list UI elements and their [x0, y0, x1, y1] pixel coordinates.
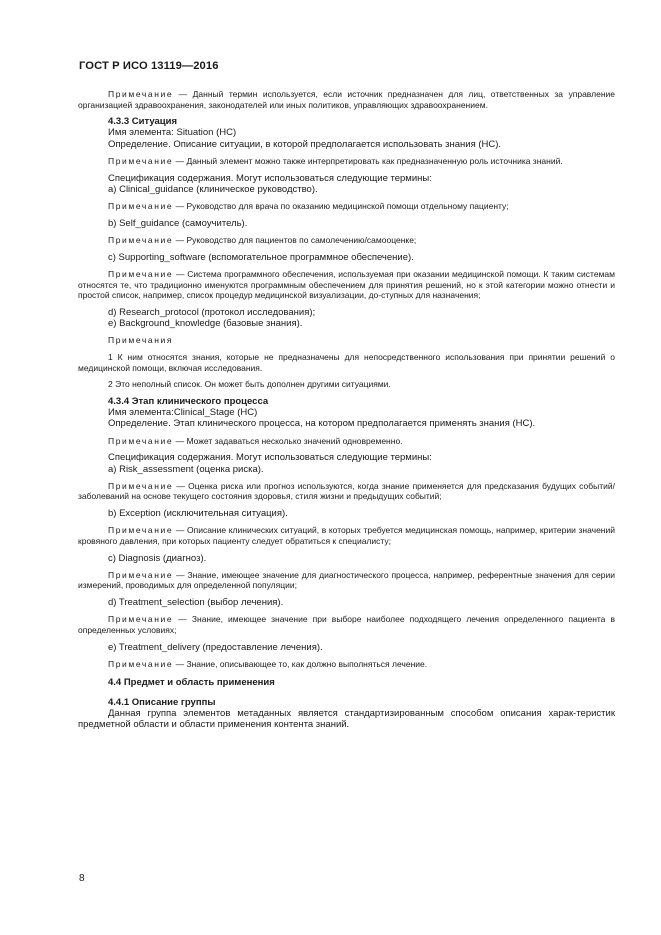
list-item: c) Supporting_software (вспомогательное программное обеспечение). — [108, 251, 414, 263]
list-item: e) Background_knowledge (базовые знания). — [108, 318, 303, 330]
note-label: Примечание — [108, 201, 174, 212]
element-name: Имя элемента: Situation (HC) — [108, 127, 237, 139]
content-specification: Спецификация содержания. Могут использоваться следующие термины: — [108, 452, 432, 464]
section-title: 4.3.4 Этап клинического процесса — [108, 395, 269, 407]
note-paragraph: Примечание — Может задаваться несколько значений одновременно. — [108, 435, 403, 446]
note-label: Примечание — [108, 614, 174, 625]
notes-heading: Примечания — [108, 335, 174, 346]
note-label: Примечание — [108, 435, 174, 446]
list-item: а) Clinical_guidance (клиническое руководство). — [108, 183, 318, 195]
note-label: Примечание — [108, 235, 174, 246]
note-paragraph: Примечание — Данный элемент можно также интерпретировать как предназначенную роль источника знаний. — [108, 156, 563, 167]
document-header: ГОСТ Р ИСО 13119—2016 — [79, 60, 219, 72]
note-label: Примечание — [108, 658, 174, 669]
numbered-note: 2 Это неполный список. Он может быть дополнен другими ситуациями. — [108, 379, 391, 390]
section-title: 4.4.1 Описание группы — [108, 696, 216, 708]
list-item: b) Exception (исключительная ситуация). — [108, 508, 288, 520]
list-item: b) Self_guidance (самоучитель). — [108, 217, 248, 229]
content-specification: Спецификация содержания. Могут использоваться следующие термины: — [108, 172, 432, 184]
note-label: Примечание — [108, 156, 174, 167]
list-item: a) Risk_assessment (оценка риска). — [108, 463, 264, 475]
note-label: Примечание — [108, 89, 174, 99]
note-label: Примечание — [108, 480, 174, 491]
page-number: 8 — [79, 873, 85, 884]
note-label: Примечание — [108, 269, 174, 280]
note-paragraph: Примечание — Система программного обеспечения, используемая при оказании медицинской помощи. К таким системам относятся те, что традиционно именуются программным обеспечением для принятия решений, но к этой категории можно отнести и простой список, например, список процедур медицинской визуализации, до-ступных для назначения; — [78, 269, 615, 301]
note-paragraph: Примечание — Руководство для врача по оказанию медицинской помощи отдельному пациенту; — [108, 201, 509, 212]
note-paragraph: Примечание — Данный термин используется, если источник предназначен для лиц, ответственных за управление организацией здравоохранения, законодателей или иных политиков, управляющих здравоохранением. — [78, 89, 615, 110]
note-paragraph: Примечание — Знание, описывающее то, как должно выполняться лечение. — [108, 658, 428, 669]
document-body — [78, 89, 615, 731]
note-paragraph: Примечание — Знание, имеющее значение при выборе наиболее подходящего лечения определенного пациента в определенных условиях; — [78, 614, 615, 635]
note-paragraph: Примечание — Оценка риска или прогноз используются, когда знание применяется для предсказания будущих событий/заболеваний на основе текущего состояния здоровья, стиля жизни и предыдущих событий; — [78, 480, 615, 502]
section-title: 4.3.3 Ситуация — [108, 116, 178, 128]
numbered-note: 1 К ним относятся знания, которые не предназначены для непосредственного использования при принятии решений о медицинской помощи, включая исследования. — [78, 352, 615, 373]
list-item: d) Research_protocol (протокол исследования); — [108, 306, 316, 318]
list-item: c) Diagnosis (диагноз). — [108, 552, 207, 564]
note-paragraph: Примечание — Руководство для пациентов по самолечению/самооценке; — [108, 235, 417, 246]
definition: Определение. Этап клинического процесса, на котором предполагается применять знания (HC). — [108, 418, 536, 430]
body-paragraph: Данная группа элементов метаданных является стандартизированным способом описания харак-теристик предметной области и области применения контента знаний. — [78, 708, 615, 731]
section-title: 4.4 Предмет и область применения — [108, 677, 275, 689]
element-name: Имя элемента:Clinical_Stage (HC) — [108, 407, 258, 419]
note-label: Примечание — [108, 569, 174, 580]
list-item: d) Treatment_selection (выбор лечения). — [108, 597, 284, 609]
note-paragraph: Примечание — Описание клинических ситуаций, в которых требуется медицинская помощь, например, критерии значений кровяного давления, при которых пациенту следует обратиться к специалисту; — [78, 525, 615, 546]
definition: Определение. Описание ситуации, в которой предполагается использовать знания (HC). — [108, 138, 502, 150]
note-paragraph: Примечание — Знание, имеющее значение для диагностического процесса, например, референтные значения для серии измерений, проводимых для определенной популяции; — [78, 569, 615, 591]
list-item: e) Treatment_delivery (предоставление лечения). — [108, 641, 323, 653]
note-label: Примечание — [108, 525, 174, 536]
